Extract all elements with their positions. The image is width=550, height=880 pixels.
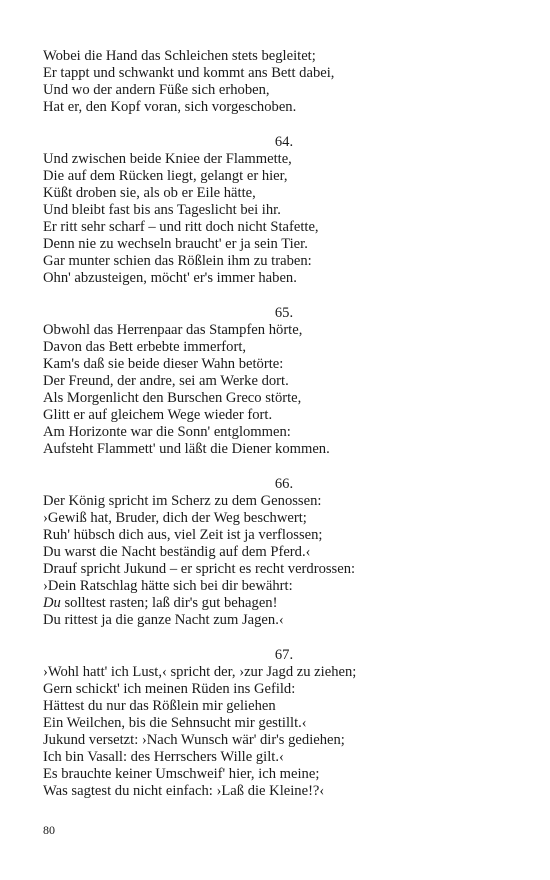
verse-line: Ich bin Vasall: des Herrschers Wille gilt.‹ — [43, 749, 284, 765]
verse-line: Davon das Bett erbebte immerfort, — [43, 339, 247, 355]
verse-line: ›Gewiß hat, Bruder, dich der Weg beschwert; — [43, 510, 307, 526]
verse-line: Gar munter schien das Rößlein ihm zu traben: — [43, 253, 312, 269]
page-number: 80 — [43, 823, 55, 837]
stanza-number: 64. — [274, 134, 294, 150]
verse-line: Aufsteht Flammett' und läßt die Diener kommen. — [43, 441, 330, 457]
verse-line: Obwohl das Herrenpaar das Stampfen hörte, — [43, 322, 303, 338]
verse-line: Am Horizonte war die Sonn' entglommen: — [43, 424, 291, 440]
verse-line: Wobei die Hand das Schleichen stets begleitet; — [43, 48, 316, 64]
verse-line: Ein Weilchen, bis die Sehnsucht mir gestillt.‹ — [43, 715, 307, 731]
verse-line: Als Morgenlicht den Burschen Greco störte, — [43, 390, 302, 406]
verse-line: Kam's daß sie beide dieser Wahn betörte: — [43, 356, 284, 372]
verse-line: Jukund versetzt: ›Nach Wunsch wär' dir's gediehen; — [43, 732, 345, 748]
verse-line: Er tappt und schwankt und kommt ans Bett dabei, — [43, 65, 335, 81]
verse-line: Was sagtest du nicht einfach: ›Laß die Kleine!?‹ — [43, 783, 325, 799]
verse-line: Hättest du nur das Rößlein mir geliehen — [43, 698, 276, 714]
verse-line: Ohn' abzusteigen, möcht' er's immer haben. — [43, 270, 297, 286]
verse-line-with-italic — [43, 595, 513, 612]
stanza-66 — [43, 476, 513, 629]
stanza-number: 65. — [274, 305, 294, 321]
verse-line: ›Dein Ratschlag hätte sich bei dir bewährt: — [43, 578, 293, 594]
stanza-63-continuation — [43, 48, 513, 116]
verse-line: Hat er, den Kopf voran, sich vorgeschoben. — [43, 99, 297, 115]
verse-line: Er ritt sehr scharf – und ritt doch nicht Stafette, — [43, 219, 319, 235]
verse-line: ›Wohl hatt' ich Lust,‹ spricht der, ›zur Jagd zu ziehen; — [43, 664, 357, 680]
verse-line: Der König spricht im Scherz zu dem Genossen: — [43, 493, 322, 509]
verse-line: Du warst die Nacht beständig auf dem Pferd.‹ — [43, 544, 311, 560]
verse-line: Und wo der andern Füße sich erhoben, — [43, 82, 270, 98]
verse-line: Der Freund, der andre, sei am Werke dort. — [43, 373, 289, 389]
verse-line: Drauf spricht Jukund – er spricht es recht verdrossen: — [43, 561, 356, 577]
verse-line: Es brauchte keiner Umschweif' hier, ich meine; — [43, 766, 320, 782]
verse-line: Küßt droben sie, als ob er Eile hätte, — [43, 185, 256, 201]
verse-line: Denn nie zu wechseln braucht' er ja sein Tier. — [43, 236, 308, 252]
poem-page — [43, 48, 513, 800]
stanza-64 — [43, 134, 513, 287]
verse-line: Gern schickt' ich meinen Rüden ins Gefild: — [43, 681, 296, 697]
verse-line: Und bleibt fast bis ans Tageslicht bei ihr. — [43, 202, 281, 218]
verse-line: Und zwischen beide Kniee der Flammette, — [43, 151, 292, 167]
stanza-67 — [43, 647, 513, 800]
verse-line: Du rittest ja die ganze Nacht zum Jagen.‹ — [43, 612, 284, 628]
verse-line: Glitt er auf gleichem Wege wieder fort. — [43, 407, 273, 423]
italic-word: Du — [43, 595, 61, 611]
verse-line: Ruh' hübsch dich aus, viel Zeit ist ja verflossen; — [43, 527, 323, 543]
verse-line-rest: solltest rasten; laß dir's gut behagen! — [60, 595, 278, 611]
verse-line: Die auf dem Rücken liegt, gelangt er hier, — [43, 168, 288, 184]
stanza-65 — [43, 305, 513, 458]
stanza-number: 66. — [274, 476, 294, 492]
stanza-number: 67. — [274, 647, 294, 663]
